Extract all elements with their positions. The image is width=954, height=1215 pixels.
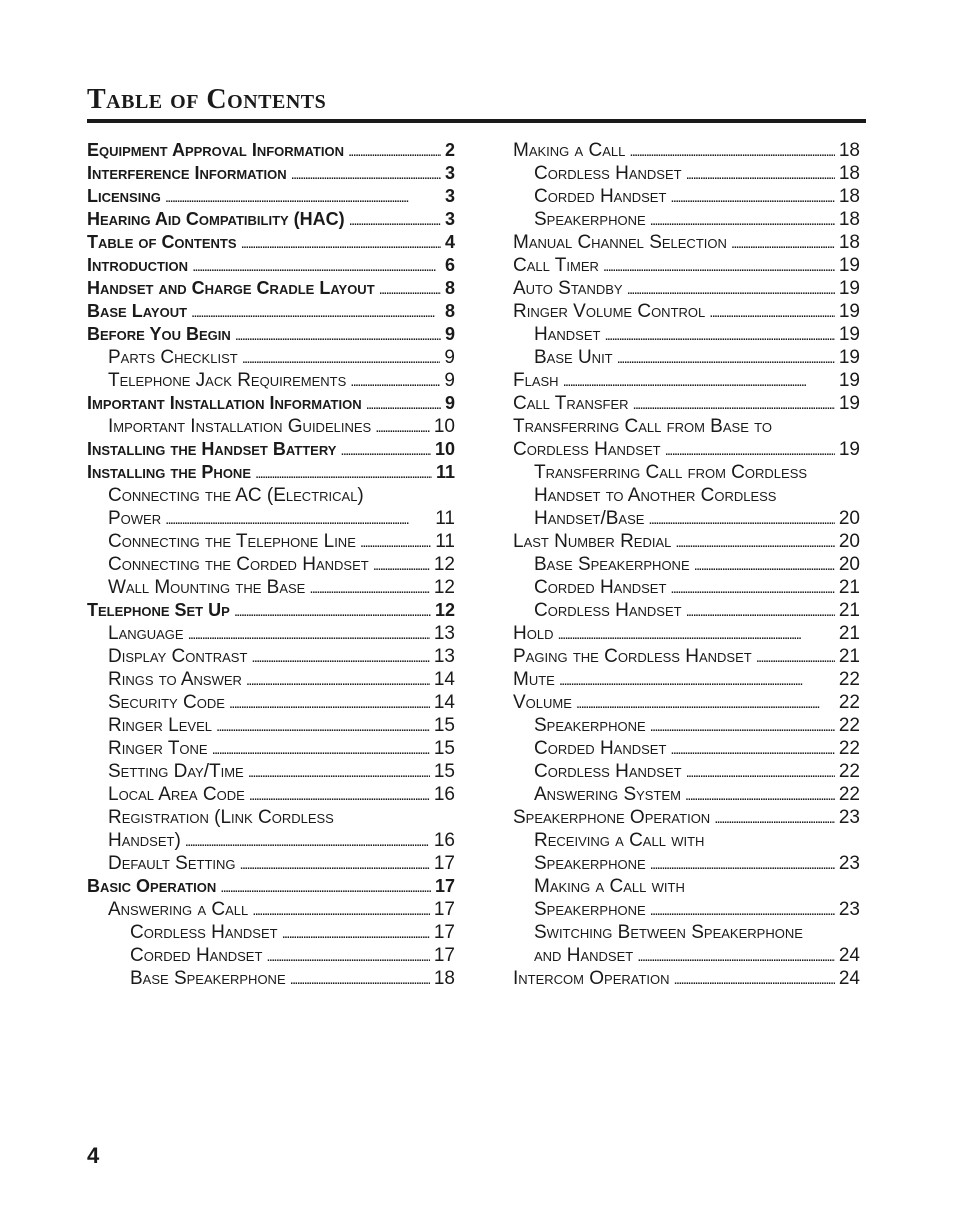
toc-entry-page: 19 xyxy=(838,324,860,345)
toc-entry-page: 19 xyxy=(838,393,860,414)
toc-entry-page: 22 xyxy=(838,669,860,690)
toc-entry xyxy=(513,162,860,185)
dot-leader xyxy=(246,668,430,692)
toc-entry xyxy=(87,668,455,691)
toc-entry-label: Call Timer xyxy=(513,255,599,276)
toc-entry-label: Default Setting xyxy=(108,853,236,874)
toc-entry xyxy=(513,898,860,921)
dot-leader xyxy=(633,392,835,416)
toc-entry-label: Volume xyxy=(513,692,572,713)
toc-entry xyxy=(513,461,860,484)
dot-leader xyxy=(714,806,835,830)
dot-leader xyxy=(563,369,835,393)
toc-entry-label: Cordless Handset xyxy=(534,163,682,184)
toc-entry-label: Cordless Handset xyxy=(534,761,682,782)
toc-entry xyxy=(513,645,860,668)
toc-entry-page: 20 xyxy=(838,508,860,529)
toc-entry xyxy=(87,645,455,668)
toc-entry xyxy=(87,760,455,783)
toc-entry-page: 11 xyxy=(435,508,455,529)
toc-entry-label: Basic Operation xyxy=(87,876,217,896)
toc-entry xyxy=(87,622,455,645)
toc-entry xyxy=(87,438,455,461)
toc-entry xyxy=(513,967,860,990)
toc-entry xyxy=(87,415,455,438)
dot-leader xyxy=(627,277,835,301)
toc-entry-page: 9 xyxy=(444,393,455,413)
toc-entry xyxy=(513,668,860,691)
toc-entry-page: 17 xyxy=(433,922,455,943)
toc-entry xyxy=(87,783,455,806)
toc-entry xyxy=(87,599,455,622)
dot-leader xyxy=(282,921,430,945)
toc-entry xyxy=(513,622,860,645)
toc-entry xyxy=(513,415,860,438)
dot-leader xyxy=(212,737,430,761)
dot-leader xyxy=(694,553,835,577)
toc-entry xyxy=(87,346,455,369)
toc-entry-page: 13 xyxy=(433,646,455,667)
toc-entry xyxy=(87,530,455,553)
toc-entry xyxy=(513,921,860,944)
toc-entry-label: Flash xyxy=(513,370,559,391)
dot-leader xyxy=(650,898,835,922)
toc-entry-label: Power xyxy=(108,508,162,529)
dot-leader xyxy=(709,300,835,324)
toc-entry xyxy=(513,576,860,599)
toc-entry xyxy=(513,323,860,346)
dot-leader xyxy=(248,760,430,784)
toc-entry-page: 10 xyxy=(434,439,455,459)
toc-entry-page: 16 xyxy=(433,784,455,805)
toc-entry xyxy=(87,898,455,921)
toc-entry-page: 21 xyxy=(838,623,860,644)
toc-entry xyxy=(513,185,860,208)
toc-entry xyxy=(87,254,455,277)
toc-entry-page: 14 xyxy=(433,692,455,713)
toc-entry-page: 8 xyxy=(444,278,455,298)
dot-leader xyxy=(576,691,835,715)
toc-entry-label: Last Number Redial xyxy=(513,531,672,552)
toc-entry-page: 19 xyxy=(838,439,860,460)
toc-entry xyxy=(87,208,455,231)
dot-leader xyxy=(686,599,835,623)
toc-entry xyxy=(513,829,860,852)
toc-entry-page: 22 xyxy=(838,692,860,713)
toc-entry-label: Switching Between Speakerphone xyxy=(534,922,803,943)
toc-entry-page: 14 xyxy=(433,669,455,690)
toc-entry xyxy=(87,507,455,530)
toc-entry-label: Parts Checklist xyxy=(108,347,238,368)
toc-entry xyxy=(87,162,455,185)
dot-leader xyxy=(686,760,835,784)
toc-entry-page: 23 xyxy=(838,807,860,828)
toc-entry-page: 12 xyxy=(433,577,455,598)
dot-leader xyxy=(191,300,441,324)
dot-leader xyxy=(675,530,834,554)
toc-entry-page: 16 xyxy=(433,830,455,851)
toc-entry-page: 13 xyxy=(433,623,455,644)
dot-leader xyxy=(290,967,430,991)
dot-leader xyxy=(686,162,835,186)
toc-entry xyxy=(513,599,860,622)
toc-entry xyxy=(513,139,860,162)
toc-entry-page: 17 xyxy=(433,945,455,966)
toc-entry-label: Before You Begin xyxy=(87,324,231,344)
toc-entry xyxy=(513,277,860,300)
dot-leader xyxy=(350,369,440,393)
toc-entry xyxy=(87,921,455,944)
toc-entry xyxy=(513,254,860,277)
dot-leader xyxy=(629,139,834,163)
toc-entry-label: Language xyxy=(108,623,184,644)
toc-entry xyxy=(513,806,860,829)
page-title: Table of Contents xyxy=(87,84,327,115)
toc-entry xyxy=(513,208,860,231)
toc-entry-label: Base Layout xyxy=(87,301,188,321)
page-number: 4 xyxy=(87,1143,100,1168)
dot-leader xyxy=(375,415,430,439)
dot-leader xyxy=(192,254,441,278)
toc-entry-label: Equipment Approval Information xyxy=(87,140,344,160)
toc-entry-label: Corded Handset xyxy=(534,577,667,598)
toc-entry-page: 19 xyxy=(838,347,860,368)
dot-leader xyxy=(240,852,430,876)
toc-entry-label: Interference Information xyxy=(87,163,287,183)
toc-entry-label: Cordless Handset xyxy=(534,600,682,621)
toc-entry-page: 24 xyxy=(838,968,860,989)
toc-entry-label: Handset) xyxy=(108,830,181,851)
toc-entry-label: Setting Day/Time xyxy=(108,761,244,782)
dot-leader xyxy=(255,461,432,485)
toc-entry xyxy=(87,944,455,967)
dot-leader xyxy=(379,277,441,301)
toc-entry-label: Security Code xyxy=(108,692,225,713)
toc-entry-label: Hold xyxy=(513,623,554,644)
toc-entry-label: Base Unit xyxy=(534,347,613,368)
toc-entry xyxy=(513,484,860,507)
toc-entry xyxy=(513,507,860,530)
toc-entry-label: Installing the Handset Battery xyxy=(87,439,337,459)
toc-entry-label: Ringer Level xyxy=(108,715,212,736)
toc-entry xyxy=(87,714,455,737)
dot-leader xyxy=(349,208,441,232)
toc-entry-label: Corded Handset xyxy=(130,945,263,966)
dot-leader xyxy=(559,668,835,692)
toc-entry xyxy=(87,185,455,208)
toc-entry-page: 18 xyxy=(433,968,455,989)
toc-entry-label: Cordless Handset xyxy=(130,922,278,943)
toc-entry-label: Important Installation Guidelines xyxy=(108,416,372,437)
toc-entry-label: Intercom Operation xyxy=(513,968,670,989)
toc-entry xyxy=(87,392,455,415)
toc-entry-label: Making a Call with xyxy=(534,876,685,897)
toc-entry-label: Speakerphone xyxy=(534,899,646,920)
toc-entry-label: Speakerphone xyxy=(534,209,646,230)
dot-leader xyxy=(670,576,834,600)
toc-entry-page: 15 xyxy=(433,715,455,736)
toc-entry-page: 2 xyxy=(444,140,455,160)
toc-entry-label: Display Contrast xyxy=(108,646,248,667)
toc-entry xyxy=(87,576,455,599)
dot-leader xyxy=(731,231,835,255)
toc-entry-page: 18 xyxy=(838,186,860,207)
toc-entry-page: 22 xyxy=(838,738,860,759)
dot-leader xyxy=(251,645,429,669)
toc-entry-label: Table of Contents xyxy=(87,232,237,252)
dot-leader xyxy=(674,967,835,991)
toc-entry-label: Introduction xyxy=(87,255,189,275)
toc-entry xyxy=(513,875,860,898)
toc-entry-page: 4 xyxy=(444,232,455,252)
toc-entry-label: Transferring Call from Base to xyxy=(513,416,772,437)
toc-entry-label: Handset to Another Cordless xyxy=(534,485,777,506)
toc-entry-label: Ringer Tone xyxy=(108,738,208,759)
toc-entry xyxy=(87,875,455,898)
toc-entry-page: 20 xyxy=(838,554,860,575)
toc-entry-page: 18 xyxy=(838,163,860,184)
dot-leader xyxy=(360,530,431,554)
toc-entry xyxy=(513,300,860,323)
toc-entry-label: Wall Mounting the Base xyxy=(108,577,306,598)
dot-leader xyxy=(557,622,834,646)
toc-entry xyxy=(87,300,455,323)
toc-entry-label: Corded Handset xyxy=(534,186,667,207)
toc-entry xyxy=(513,231,860,254)
toc-entry-label: Speakerphone Operation xyxy=(513,807,711,828)
dot-leader xyxy=(252,898,430,922)
toc-entry-page: 23 xyxy=(838,853,860,874)
dot-leader xyxy=(188,622,430,646)
toc-entry-page: 21 xyxy=(838,600,860,621)
toc-entry-page: 11 xyxy=(435,462,455,482)
toc-entry-page: 19 xyxy=(838,278,860,299)
toc-entry-page: 11 xyxy=(435,531,455,552)
toc-entry-label: Transferring Call from Cordless xyxy=(534,462,808,483)
toc-entry-label: Answering a Call xyxy=(108,899,249,920)
dot-leader xyxy=(216,714,430,738)
toc-entry-page: 19 xyxy=(838,301,860,322)
toc-entry xyxy=(87,231,455,254)
toc-entry-label: Cordless Handset xyxy=(513,439,661,460)
dot-leader xyxy=(650,714,835,738)
toc-entry-page: 21 xyxy=(838,646,860,667)
dot-leader xyxy=(650,852,835,876)
toc-entry-label: Paging the Cordless Handset xyxy=(513,646,752,667)
toc-entry xyxy=(513,553,860,576)
toc-entry-label: Manual Channel Selection xyxy=(513,232,727,253)
toc-entry-label: Handset and Charge Cradle Layout xyxy=(87,278,375,298)
toc-entry-page: 19 xyxy=(838,370,860,391)
toc-entry-page: 24 xyxy=(838,945,860,966)
title-rule xyxy=(87,119,866,123)
toc-entry-label: Call Transfer xyxy=(513,393,629,414)
toc-entry xyxy=(87,806,455,829)
toc-entry xyxy=(87,829,455,852)
toc-entry-page: 18 xyxy=(838,140,860,161)
toc-entry-page: 20 xyxy=(838,531,860,552)
toc-entry-label: Base Speakerphone xyxy=(534,554,690,575)
toc-entry-label: Mute xyxy=(513,669,555,690)
toc-entry-page: 8 xyxy=(444,301,455,321)
toc-entry xyxy=(513,530,860,553)
dot-leader xyxy=(670,737,834,761)
toc-entry-label: Connecting the AC (Electrical) xyxy=(108,485,364,506)
toc-entry-label: Licensing xyxy=(87,186,161,206)
toc-entry-page: 3 xyxy=(444,209,455,229)
dot-leader xyxy=(235,323,441,347)
dot-leader xyxy=(756,645,835,669)
toc-entry xyxy=(513,944,860,967)
toc-entry-label: Corded Handset xyxy=(534,738,667,759)
toc-entry xyxy=(87,139,455,162)
toc-entry-label: Handset xyxy=(534,324,601,345)
dot-leader xyxy=(665,438,835,462)
toc-entry xyxy=(513,691,860,714)
dot-leader xyxy=(617,346,835,370)
dot-leader xyxy=(340,438,431,462)
toc-entry-label: Installing the Phone xyxy=(87,462,251,482)
toc-entry xyxy=(513,346,860,369)
dot-leader xyxy=(309,576,430,600)
toc-entry xyxy=(87,369,455,392)
toc-entry xyxy=(513,392,860,415)
toc-entry-page: 3 xyxy=(444,186,455,206)
toc-entry-label: Receiving a Call with xyxy=(534,830,705,851)
dot-leader xyxy=(685,783,835,807)
toc-entry xyxy=(513,852,860,875)
toc-entry-label: Local Area Code xyxy=(108,784,245,805)
toc-entry-page: 3 xyxy=(444,163,455,183)
dot-leader xyxy=(234,599,431,623)
toc-entry-label: Speakerphone xyxy=(534,715,646,736)
toc-entry-page: 17 xyxy=(434,876,455,896)
toc-entry xyxy=(513,714,860,737)
toc-entry-page: 18 xyxy=(838,209,860,230)
toc-entry xyxy=(513,783,860,806)
toc-entry xyxy=(87,323,455,346)
dot-leader xyxy=(650,208,835,232)
toc-entry-page: 9 xyxy=(444,347,455,368)
toc-entry-page: 12 xyxy=(433,554,455,575)
toc-entry-page: 6 xyxy=(444,255,455,275)
toc-entry xyxy=(87,691,455,714)
toc-entry-label: Auto Standby xyxy=(513,278,623,299)
toc-entry-page: 9 xyxy=(444,324,455,344)
toc-entry-page: 9 xyxy=(444,370,455,391)
dot-leader xyxy=(604,323,834,347)
toc-entry-label: Speakerphone xyxy=(534,853,646,874)
dot-leader xyxy=(165,185,441,209)
dot-leader xyxy=(348,139,441,163)
dot-leader xyxy=(373,553,430,577)
toc-entry xyxy=(87,967,455,990)
toc-entry-label: Handset/Base xyxy=(534,508,645,529)
dot-leader xyxy=(220,875,431,899)
dot-leader xyxy=(648,507,834,531)
toc-entry-label: Hearing Aid Compatibility (HAC) xyxy=(87,209,345,229)
toc-entry-page: 21 xyxy=(838,577,860,598)
toc-column-left xyxy=(87,139,455,990)
toc-entry xyxy=(87,553,455,576)
dot-leader xyxy=(241,231,441,255)
dot-leader xyxy=(242,346,441,370)
toc-entry-label: Important Installation Information xyxy=(87,393,362,413)
dot-leader xyxy=(603,254,835,278)
toc-entry xyxy=(87,484,455,507)
toc-entry-page: 17 xyxy=(433,853,455,874)
toc-entry-page: 15 xyxy=(433,761,455,782)
toc-entry-label: Answering System xyxy=(534,784,681,805)
toc-entry-label: Telephone Jack Requirements xyxy=(108,370,347,391)
toc-entry-label: Registration (Link Cordless xyxy=(108,807,334,828)
toc-entry-page: 22 xyxy=(838,715,860,736)
toc-entry-label: Base Speakerphone xyxy=(130,968,286,989)
toc-entry xyxy=(513,369,860,392)
dot-leader xyxy=(366,392,441,416)
toc-entry-label: Rings to Answer xyxy=(108,669,242,690)
toc-entry xyxy=(87,461,455,484)
toc-entry-label: and Handset xyxy=(534,945,634,966)
toc-entry-page: 15 xyxy=(433,738,455,759)
toc-entry-label: Connecting the Corded Handset xyxy=(108,554,369,575)
toc-entry-page: 18 xyxy=(838,232,860,253)
toc-entry xyxy=(513,760,860,783)
toc-entry-label: Connecting the Telephone Line xyxy=(108,531,356,552)
toc-entry-label: Ringer Volume Control xyxy=(513,301,706,322)
toc-entry-label: Telephone Set Up xyxy=(87,600,230,620)
toc-entry-label: Making a Call xyxy=(513,140,626,161)
toc-column-right xyxy=(513,139,860,990)
dot-leader xyxy=(670,185,834,209)
toc-entry xyxy=(513,438,860,461)
toc-entry xyxy=(87,737,455,760)
dot-leader xyxy=(249,783,430,807)
toc-entry xyxy=(513,737,860,760)
toc-entry xyxy=(87,277,455,300)
dot-leader xyxy=(185,829,430,853)
toc-entry-page: 22 xyxy=(838,784,860,805)
dot-leader xyxy=(165,507,431,531)
toc-entry-page: 22 xyxy=(838,761,860,782)
dot-leader xyxy=(637,944,835,968)
dot-leader xyxy=(291,162,441,186)
dot-leader xyxy=(266,944,429,968)
toc-entry-page: 17 xyxy=(433,899,455,920)
toc-entry-page: 19 xyxy=(838,255,860,276)
toc-entry xyxy=(87,852,455,875)
toc-entry-page: 23 xyxy=(838,899,860,920)
toc-entry-page: 12 xyxy=(434,600,455,620)
toc-entry-page: 10 xyxy=(433,416,455,437)
dot-leader xyxy=(229,691,430,715)
